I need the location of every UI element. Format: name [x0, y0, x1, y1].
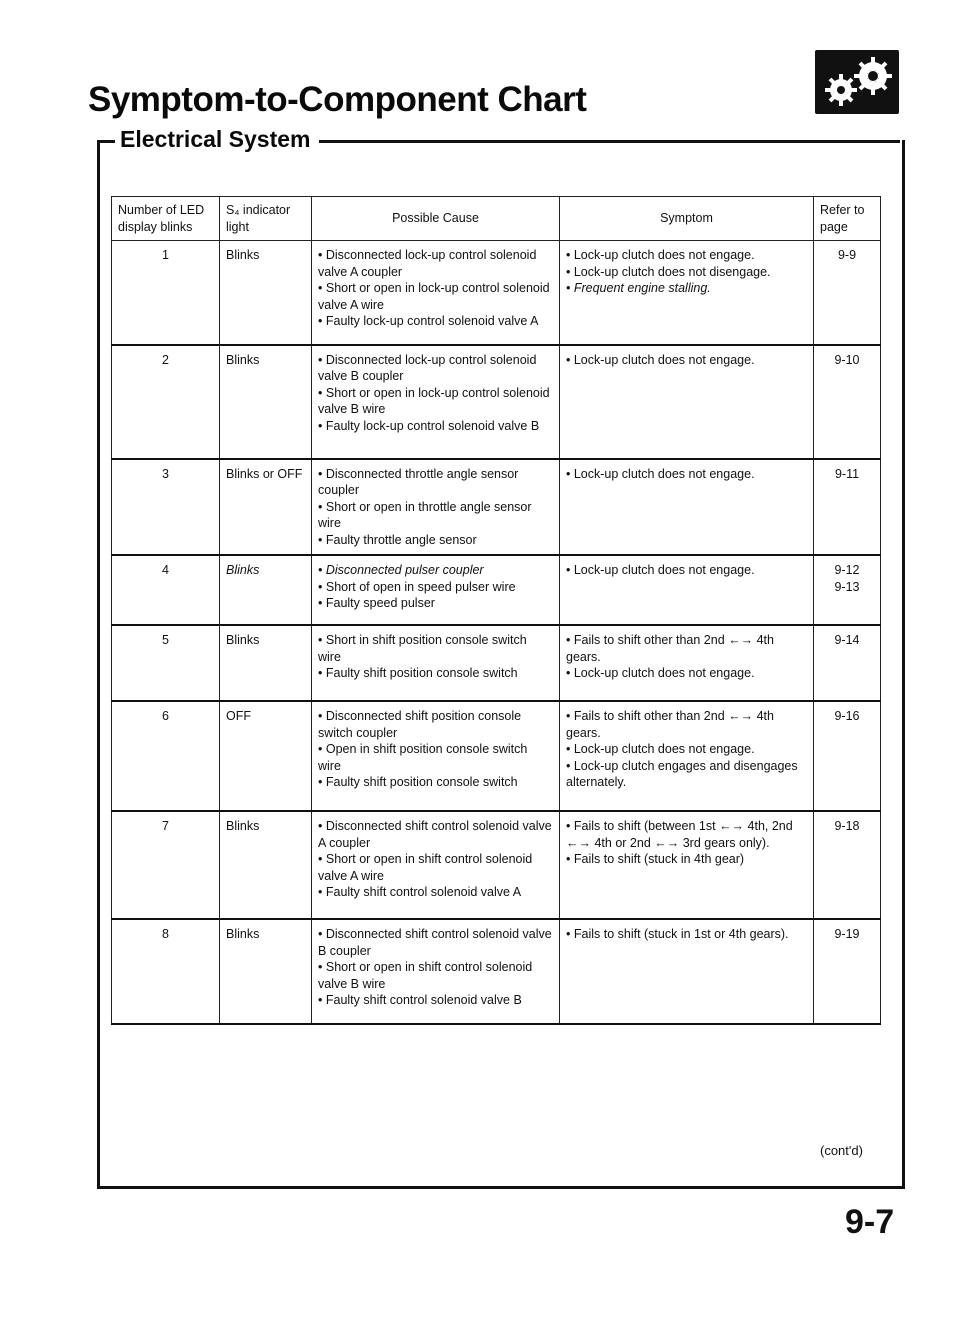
cause-item: • Faulty shift control solenoid valve A [318, 884, 553, 901]
cause-item: • Disconnected shift control solenoid valve A coupler [318, 818, 553, 851]
cause-list [312, 701, 560, 811]
header-led-blinks: Number of LED display blinks [112, 197, 220, 241]
table-row [112, 625, 881, 701]
symptom-list [560, 345, 814, 459]
cause-item: • Short or open in lock-up control solenoid valve A wire [318, 280, 553, 313]
s4-state: Blinks [220, 345, 312, 459]
cause-list [312, 345, 560, 459]
cause-list [312, 459, 560, 556]
symptom-item: • Lock-up clutch does not engage. [566, 741, 807, 758]
cause-item: • Short in shift position console switch wire [318, 632, 553, 665]
s4-state: Blinks [220, 555, 312, 625]
s4-state: Blinks [220, 811, 312, 919]
symptom-item: • Lock-up clutch does not engage. [566, 466, 807, 483]
section-rule-left [97, 140, 115, 143]
ref-page: 9-11 [814, 459, 881, 556]
symptom-item: • Lock-up clutch does not engage. [566, 562, 807, 579]
header-s4-indicator: S₄ indicator light [220, 197, 312, 241]
symptom-item: • Lock-up clutch does not engage. [566, 352, 807, 369]
cause-item: • Short or open in throttle angle sensor wire [318, 499, 553, 532]
symptom-list [560, 625, 814, 701]
page-title: Symptom-to-Component Chart [88, 80, 587, 119]
symptom-item: • Fails to shift (stuck in 4th gear) [566, 851, 807, 868]
symptom-list [560, 555, 814, 625]
cause-item: • Disconnected throttle angle sensor coupler [318, 466, 553, 499]
symptom-list [560, 241, 814, 345]
symptom-item: • Lock-up clutch does not engage. [566, 665, 807, 682]
led-count: 2 [112, 345, 220, 459]
table-row [112, 919, 881, 1024]
symptom-list [560, 811, 814, 919]
s4-state: Blinks [220, 241, 312, 345]
led-count: 3 [112, 459, 220, 556]
table-row [112, 345, 881, 459]
cause-item: • Short or open in lock-up control solenoid valve B wire [318, 385, 553, 418]
symptom-item: • Fails to shift other than 2nd ←→ 4th gears. [566, 632, 807, 665]
cause-item: • Faulty lock-up control solenoid valve A [318, 313, 553, 330]
symptom-list [560, 701, 814, 811]
symptom-table [111, 196, 881, 1025]
s4-state: Blinks or OFF [220, 459, 312, 556]
symptom-list [560, 919, 814, 1024]
led-count: 1 [112, 241, 220, 345]
led-count: 8 [112, 919, 220, 1024]
ref-page: 9-18 [814, 811, 881, 919]
cause-item: • Disconnected lock-up control solenoid valve B coupler [318, 352, 553, 385]
cause-item: • Faulty throttle angle sensor [318, 532, 553, 549]
symptom-item: • Lock-up clutch engages and disengages alternately. [566, 758, 807, 791]
cause-list [312, 625, 560, 701]
cause-item: • Disconnected lock-up control solenoid valve A coupler [318, 247, 553, 280]
cause-list [312, 811, 560, 919]
s4-state: Blinks [220, 625, 312, 701]
cause-list [312, 555, 560, 625]
header-possible-cause: Possible Cause [312, 197, 560, 241]
cause-item: • Faulty speed pulser [318, 595, 553, 612]
led-count: 7 [112, 811, 220, 919]
cause-item: • Disconnected shift control solenoid valve B coupler [318, 926, 553, 959]
led-count: 5 [112, 625, 220, 701]
s4-state: Blinks [220, 919, 312, 1024]
cause-item: • Faulty shift position console switch [318, 665, 553, 682]
transmission-gears-icon [815, 50, 899, 114]
table-row [112, 459, 881, 556]
ref-page: 9-19 [814, 919, 881, 1024]
ref-page: 9-9 [814, 241, 881, 345]
table-row [112, 701, 881, 811]
table-row [112, 241, 881, 345]
page-number: 9-7 [845, 1203, 895, 1241]
table-row [112, 555, 881, 625]
header-symptom: Symptom [560, 197, 814, 241]
symptom-item: • Fails to shift (stuck in 1st or 4th gears). [566, 926, 807, 943]
section-title: Electrical System [116, 126, 319, 153]
table-row [112, 811, 881, 919]
cause-list [312, 919, 560, 1024]
section-rule-right [298, 140, 900, 143]
s4-state: OFF [220, 701, 312, 811]
cause-item: • Short of open in speed pulser wire [318, 579, 553, 596]
cause-list [312, 241, 560, 345]
ref-page: 9-16 [814, 701, 881, 811]
cause-item: • Short or open in shift control solenoid valve B wire [318, 959, 553, 992]
cause-item: • Open in shift position console switch wire [318, 741, 553, 774]
cause-item: • Faulty shift position console switch [318, 774, 553, 791]
table-header-row [112, 197, 881, 241]
cause-item: • Disconnected shift position console switch coupler [318, 708, 553, 741]
header-refer-to-page: Refer to page [814, 197, 881, 241]
cause-item: • Disconnected pulser coupler [318, 562, 553, 579]
symptom-item: • Fails to shift (between 1st ←→ 4th, 2nd ←→ 4th or 2nd ←→ 3rd gears only). [566, 818, 807, 851]
symptom-item: • Lock-up clutch does not engage. [566, 247, 807, 264]
cause-item: • Short or open in shift control solenoid valve A wire [318, 851, 553, 884]
continued-note: (cont'd) [820, 1143, 863, 1158]
symptom-item: • Frequent engine stalling. [566, 280, 807, 297]
cause-item: • Faulty shift control solenoid valve B [318, 992, 553, 1009]
ref-page: 9-14 [814, 625, 881, 701]
ref-page: 9-10 [814, 345, 881, 459]
symptom-list [560, 459, 814, 556]
cause-item: • Faulty lock-up control solenoid valve B [318, 418, 553, 435]
ref-page: 9-12 9-13 [814, 555, 881, 625]
led-count: 4 [112, 555, 220, 625]
symptom-item: • Lock-up clutch does not disengage. [566, 264, 807, 281]
symptom-item: • Fails to shift other than 2nd ←→ 4th gears. [566, 708, 807, 741]
led-count: 6 [112, 701, 220, 811]
